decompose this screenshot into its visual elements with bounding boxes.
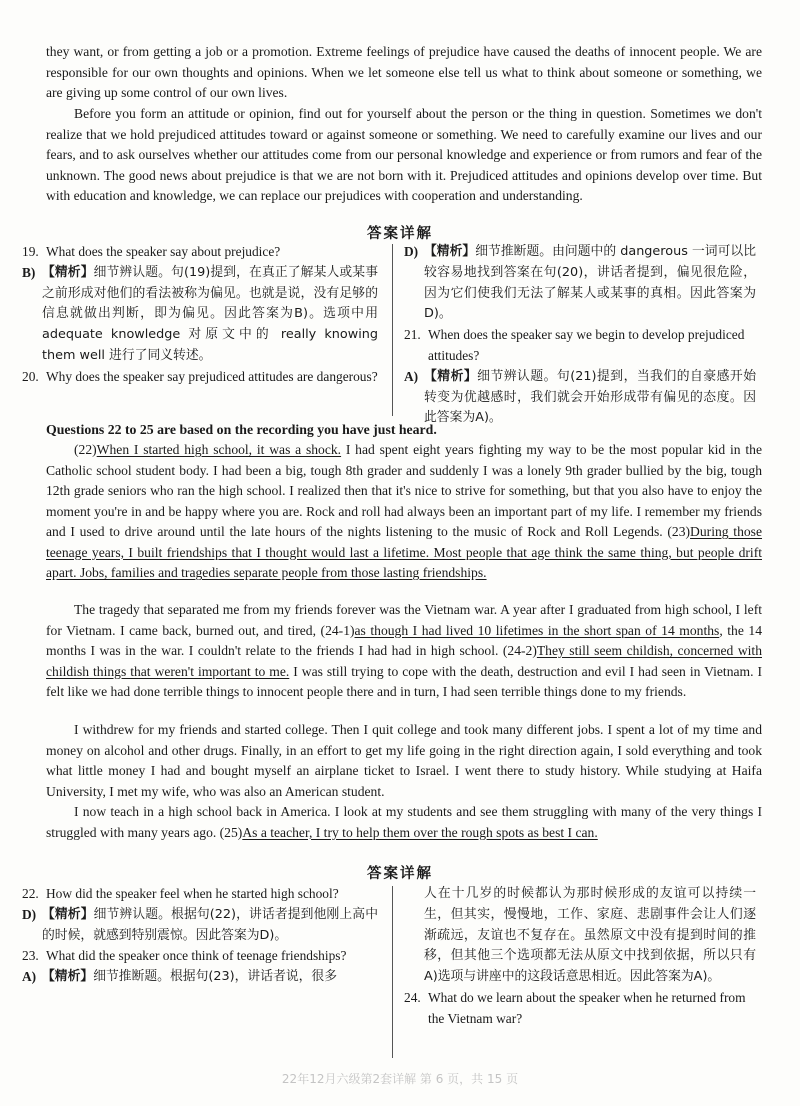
answer-22: D) 【精析】细节辨认题。根据句(22)，讲话者提到他刚上高中的时候，就感到特别震惊。因此答案为D)。 bbox=[22, 906, 378, 943]
transcript-paragraph-1: (22)When I started high school, it was a shock. I had spent eight years fighting my way to be the most popular kid in the Catholic school student body. I had been a big, tough 8th grader and suddenly I was a lonely 9th grader bullied by the big, tough 12th grade seniors who ran the high school. I realized then that it's nice to strive for something, but that you also have to enjoy the moment you're in and be happy where you are. Rock and roll had always been an important part of my life. I remember my friends and I used to drive around until the late hours of the nights listening to the music of Rock and Roll Legends. (23)During those teenage years, I built friendships that I thought would last a lifetime. Most people that age think the same thing, but people drift apart. Jobs, families and tragedies separate people from those lasting friendships. bbox=[46, 442, 763, 580]
question-23: 23. What did the speaker once think of teenage friendships? bbox=[22, 948, 347, 964]
answers-right-column-2 bbox=[404, 884, 756, 1030]
answer-23-continued: 人在十几岁的时候都认为那时候形成的友谊可以持续一生，但其实，慢慢地，工作、家庭、悲剧事件会让人们逐渐疏远，友谊也不复存在。虽然原文中没有提到时间的推移，但其他三个选项都无法从原文中找到依据，所以只有A)选项与讲座中的这段话意思相近。因此答案为A)。 bbox=[424, 886, 756, 985]
question-22: 22. How did the speaker feel when he started high school? bbox=[22, 886, 339, 901]
column-divider bbox=[392, 244, 393, 416]
answer-19: B) 【精析】细节辨认题。句(19)提到，在真正了解某人或某事之前形成对他们的看法被称为偏见。也就是说，没有足够的信息就做出判断，即为偏见。因此答案为B)。选项中用 adequate knowledge 对原文中的 really knowing them well 进行了同义转述。 bbox=[22, 264, 378, 363]
transcript-paragraph-3: I withdrew for my friends and started college. Then I quit college and took many different jobs. I spent a lot of my time and money on alcohol and other drugs. Finally, in an effort to get my life going in the right direction again, I sold everything and took what little money I had and bought myself an airplane ticket to Israel. I went there to study history. While studying at Haifa University, I met my wife, who was also an American student. bbox=[46, 722, 762, 799]
question-21: 21. When does the speaker say we begin to develop prejudiced attitudes? bbox=[404, 327, 745, 363]
answer-21: A) 【精析】细节辨认题。句(21)提到，当我们的自豪感开始转变为优越感时，我们就会开始形成带有偏见的态度。因此答案为A)。 bbox=[404, 368, 756, 426]
column-divider-2 bbox=[392, 886, 393, 1058]
answers-left-column-1 bbox=[22, 242, 378, 388]
section-heading: Questions 22 to 25 are based on the recording you have just heard. bbox=[46, 422, 437, 437]
answers-section-title-2: 答案详解 bbox=[367, 866, 433, 882]
answers-left-column-2 bbox=[22, 884, 378, 988]
question-20: 20. Why does the speaker say prejudiced attitudes are dangerous? bbox=[22, 368, 378, 384]
question-24: 24. What do we learn about the speaker when he returned from the Vietnam war? bbox=[404, 989, 746, 1026]
answer-20: D) 【精析】细节推断题。由问题中的 dangerous 一词可以比较容易地找到答案在句(20)，讲话者提到，偏见很危险，因为它们使我们无法了解某人或某事的真相。因此答案为D)。 bbox=[404, 244, 757, 322]
answers-right-column-1 bbox=[404, 242, 756, 429]
answer-23: A) 【精析】细节推断题。根据句(23)，讲话者说，很多 bbox=[22, 969, 338, 985]
page-footer: 22年12月六级第2套详解 第 6 页，共 15 页 bbox=[281, 1072, 519, 1086]
answers-section-title: 答案详解 bbox=[367, 226, 433, 242]
passage-paragraph-2: Before you form an attitude or opinion, find out for yourself about the person or the thing in question. Sometimes we don't realize that we hold prejudiced attitudes toward or against someone or something. We need to carefully examine our lives and our fears, and to ask ourselves whether our attitudes come from our personal knowledge and experience or from rumors and fear of the unknown. The good news about prejudice is that we are not born with it. Prejudiced attitudes and opinions develop over time. But with education and knowledge, we can replace our prejudices with cooperation and understanding. bbox=[46, 106, 762, 203]
transcript-paragraph-4: I now teach in a high school back in America. I look at my students and see them struggling with many of the very things I struggled with many years ago. (25)As a teacher, I try to help them over the rough spots as best I can. bbox=[46, 804, 762, 840]
transcript-paragraph-2: The tragedy that separated me from my friends forever was the Vietnam war. A year after I graduated from high school, I left for Vietnam. I came back, burned out, and tired, (24-1)as though I had lived 10 lifetimes in the short span of 14 months, the 14 months I was in the war. I couldn't relate to the friends I had had in high school. (24-2)They still seem childish, concerned with childish things that weren't important to me. I was still trying to cope with the death, destruction and evil I had seen in Vietnam. I felt like we had done terrible things to innocent people there and in turn, I had seen terrible things done to my friends. bbox=[46, 602, 762, 699]
question-19: 19. What does the speaker say about prejudice? bbox=[22, 244, 281, 259]
passage-paragraph-1: they want, or from getting a job or a promotion. Extreme feelings of prejudice have caused the deaths of innocent people. We are responsible for our own thoughts and opinions. When we let someone else tell us what to think about someone or something, we are giving up some control of our own lives. bbox=[46, 44, 762, 100]
